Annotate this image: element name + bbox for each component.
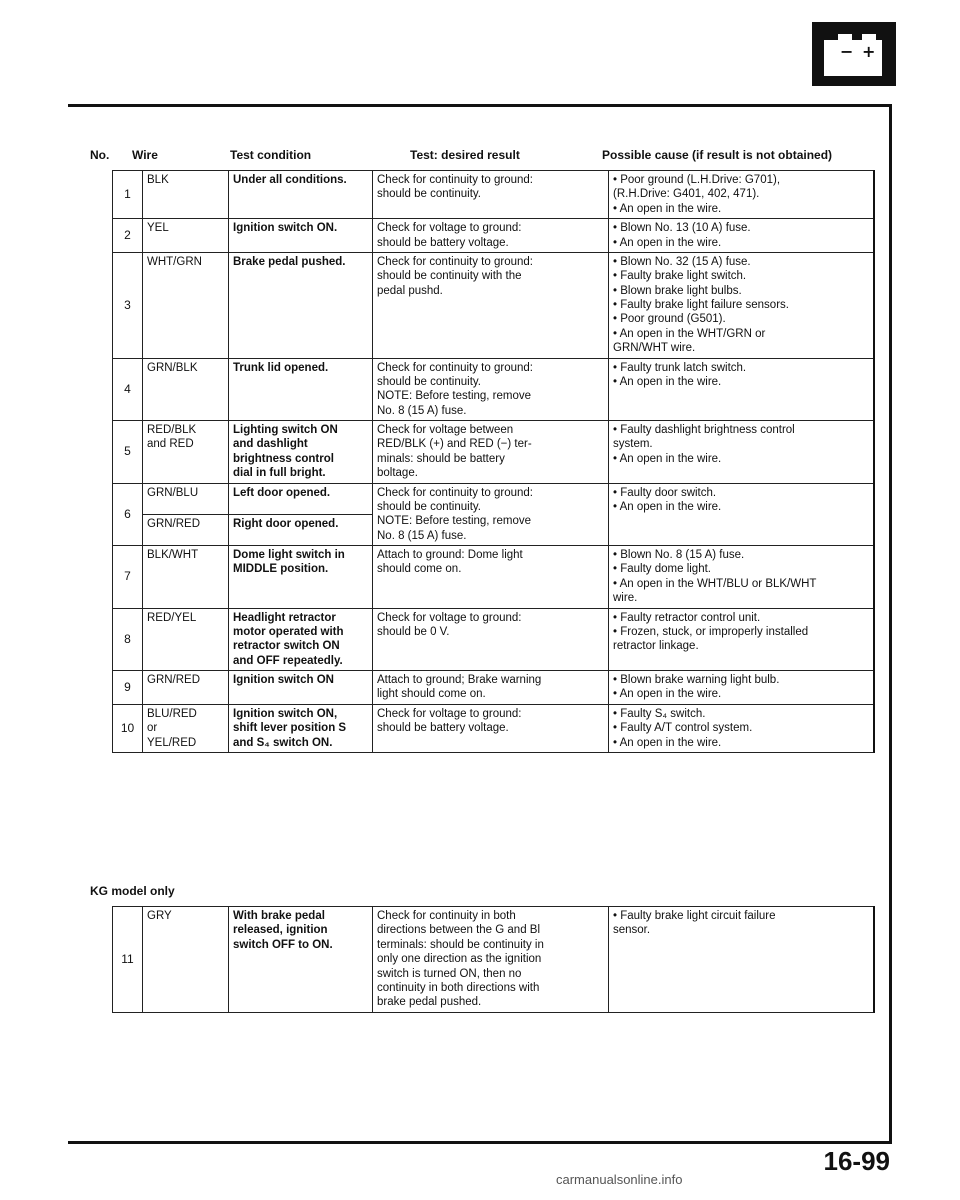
row-number: 5 [113, 421, 143, 484]
row-number: 9 [113, 671, 143, 705]
test-condition-cell-line: motor operated with [233, 625, 344, 638]
table-row [113, 483, 875, 514]
test-condition-cell-line: Lighting switch ON [233, 424, 338, 436]
possible-cause-cell-line: • Blown brake light bulbs. [613, 284, 742, 297]
table-row [113, 421, 875, 484]
possible-cause-cell-line: • Poor ground (G501). [613, 313, 726, 326]
possible-cause-cell [609, 671, 875, 705]
desired-result-cell-line: brake pedal pushed. [377, 996, 482, 1009]
diagnosis-table [112, 170, 875, 753]
header-possible-cause: Possible cause (if result is not obtained) [602, 148, 833, 162]
header-no: No. [90, 148, 110, 162]
test-condition-cell [229, 358, 373, 421]
test-condition-cell-line: Trunk lid opened. [233, 361, 329, 374]
possible-cause-cell-line: • Frozen, stuck, or improperly installed [613, 625, 809, 638]
desired-result-cell-line: directions between the G and Bl [377, 924, 541, 937]
desired-result-cell-line: terminals: should be continuity in [377, 938, 544, 951]
desired-result-cell-line: Check for voltage between [377, 424, 514, 436]
row-number: 4 [113, 358, 143, 421]
row-number: 1 [113, 171, 143, 219]
test-condition-cell-line: Dome light switch in [233, 549, 345, 561]
row-number: 10 [113, 704, 143, 752]
desired-result-cell [373, 483, 609, 546]
test-condition-cell [229, 704, 373, 752]
desired-result-cell-line: boltage. [377, 467, 418, 480]
wire-cell-line: RED/BLK [147, 424, 197, 436]
wire-cell [143, 171, 229, 219]
possible-cause-cell-line: • Faulty door switch. [613, 486, 717, 499]
test-condition-cell [229, 546, 373, 609]
desired-result-cell-line: should be battery voltage. [377, 722, 509, 735]
header-test-condition: Test condition [230, 148, 312, 162]
desired-result-cell-line: Attach to ground; Brake warning [377, 674, 542, 686]
desired-result-cell-line: Check for voltage to ground: [377, 707, 522, 720]
header-desired-result: Test: desired result [410, 148, 520, 162]
test-condition-cell [229, 421, 373, 484]
possible-cause-cell-line: • Blown No. 13 (10 A) fuse. [613, 222, 751, 235]
table-row [113, 704, 875, 752]
test-condition-cell-line: With brake pedal [233, 910, 325, 922]
test-condition-cell: Left door opened. [229, 483, 373, 514]
desired-result-cell-line: should come on. [377, 563, 462, 576]
table-row [113, 546, 875, 609]
right-frame-line [889, 104, 892, 1144]
test-condition-cell-line: and OFF repeatedly. [233, 654, 343, 667]
desired-result-cell [373, 252, 609, 358]
kg-table-right-edge [873, 906, 875, 1013]
possible-cause-cell-line: • An open in the WHT/GRN or [613, 327, 766, 340]
possible-cause-cell-line: wire. [613, 592, 638, 605]
desired-result-cell-line: should be continuity with the [377, 270, 522, 283]
possible-cause-cell-line: retractor linkage. [613, 640, 699, 653]
desired-result-cell [373, 671, 609, 705]
test-condition-cell [229, 608, 373, 671]
possible-cause-cell-line: • Faulty A/T control system. [613, 722, 753, 735]
possible-cause-cell-line: • Faulty dashlight brightness control [613, 424, 795, 436]
desired-result-cell-line: Check for continuity to ground: [377, 255, 533, 268]
minus-sign-icon: − [840, 42, 854, 61]
possible-cause-cell [609, 421, 875, 484]
desired-result-cell [373, 704, 609, 752]
wire-cell-line: BLK [147, 174, 169, 186]
wire-cell-line: GRN/BLK [147, 361, 198, 374]
desired-result-cell [373, 358, 609, 421]
test-condition-cell-line: and dashlight [233, 438, 308, 451]
row-number: 8 [113, 608, 143, 671]
desired-result-cell-line: pedal pushd. [377, 284, 443, 297]
possible-cause-cell-line: • Blown brake warning light bulb. [613, 674, 780, 686]
wire-cell-line: BLK/WHT [147, 549, 199, 561]
possible-cause-cell [609, 219, 875, 253]
wire-cell-line: YEL/RED [147, 736, 197, 749]
possible-cause-cell [609, 546, 875, 609]
kg-table-body [113, 907, 875, 1013]
possible-cause-cell [609, 608, 875, 671]
row-number: 2 [113, 219, 143, 253]
test-condition-cell-line: shift lever position S [233, 722, 347, 735]
row-number: 3 [113, 252, 143, 358]
desired-result-cell-line: Check for continuity to ground: [377, 174, 533, 186]
possible-cause-cell-line: sensor. [613, 924, 651, 937]
test-condition-cell [229, 671, 373, 705]
test-condition-cell-line: MIDDLE position. [233, 563, 329, 576]
desired-result-cell [373, 546, 609, 609]
test-condition-cell-line: released, ignition [233, 924, 328, 937]
test-condition-cell [229, 252, 373, 358]
row-number: 6 [113, 483, 143, 546]
possible-cause-cell-line: • Faulty brake light failure sensors. [613, 299, 789, 311]
desired-result-cell-line: light should come on. [377, 688, 486, 701]
possible-cause-cell [609, 907, 875, 1013]
possible-cause-cell-line: • An open in the WHT/BLU or BLK/WHT [613, 577, 817, 590]
wire-cell: GRN/BLU [143, 483, 229, 514]
possible-cause-cell-line: • Faulty trunk latch switch. [613, 361, 747, 374]
test-condition-cell-line: Under all conditions. [233, 174, 347, 186]
possible-cause-cell-line: • An open in the wire. [613, 236, 722, 249]
desired-result-cell-line: should be continuity. [377, 188, 481, 201]
battery-terminal-negative [838, 34, 852, 42]
desired-result-cell-line: Check for voltage to ground: [377, 611, 522, 624]
desired-result-cell-line: No. 8 (15 A) fuse. [377, 529, 467, 542]
watermark: carmanualsonline.info [556, 1172, 683, 1187]
possible-cause-cell-line: • Blown No. 32 (15 A) fuse. [613, 255, 751, 268]
possible-cause-cell-line: • An open in the wire. [613, 452, 722, 465]
desired-result-cell-line: only one direction as the ignition [377, 953, 542, 966]
table-row [113, 252, 875, 358]
desired-result-cell-line: Check for continuity to ground: [377, 361, 533, 374]
battery-terminal-positive [862, 34, 876, 42]
page-number: 16-99 [823, 1146, 890, 1176]
table-row [113, 219, 875, 253]
test-condition-cell-line: Brake pedal pushed. [233, 255, 346, 268]
possible-cause-cell-line: • Faulty retractor control unit. [613, 611, 761, 624]
row-number: 7 [113, 546, 143, 609]
desired-result-cell-line: continuity in both directions with [377, 981, 540, 994]
test-condition-cell-line: Ignition switch ON. [233, 222, 338, 235]
desired-result-cell-line: NOTE: Before testing, remove [377, 390, 532, 403]
desired-result-cell-line: No. 8 (15 A) fuse. [377, 404, 467, 417]
desired-result-cell-line: switch is turned ON, then no [377, 967, 522, 980]
table-row [113, 358, 875, 421]
desired-result-cell-line: Check for voltage to ground: [377, 222, 522, 235]
desired-result-cell [373, 608, 609, 671]
wire-cell [143, 219, 229, 253]
kg-diagnosis-table [112, 906, 875, 1013]
possible-cause-cell-line: • Poor ground (L.H.Drive: G701), [613, 174, 781, 186]
desired-result-cell-line: Check for continuity to ground: [377, 486, 533, 499]
test-condition-cell-line: brightness control [233, 452, 334, 465]
possible-cause-cell-line: • Faulty brake light circuit failure [613, 910, 776, 922]
desired-result-cell-line: Attach to ground: Dome light [377, 549, 523, 561]
possible-cause-cell [609, 704, 875, 752]
possible-cause-cell [609, 483, 875, 546]
wire-cell [143, 704, 229, 752]
test-condition-cell: Right door opened. [229, 514, 373, 545]
wire-cell [143, 671, 229, 705]
diagnosis-table-body [113, 171, 875, 753]
desired-result-cell [373, 421, 609, 484]
kg-model-heading: KG model only [90, 884, 175, 898]
test-condition-cell-line: Headlight retractor [233, 611, 336, 624]
battery-icon [812, 22, 896, 86]
possible-cause-cell-line: • Faulty S₄ switch. [613, 707, 706, 720]
plus-sign-icon: + [862, 42, 876, 61]
wire-cell-line: and RED [147, 438, 194, 451]
test-condition-cell [229, 219, 373, 253]
possible-cause-cell-line: • An open in the wire. [613, 500, 722, 513]
bottom-rule [68, 1141, 892, 1144]
desired-result-cell-line: should be continuity. [377, 375, 481, 388]
desired-result-cell [373, 171, 609, 219]
desired-result-cell-line: NOTE: Before testing, remove [377, 515, 532, 528]
table-row [113, 907, 875, 1013]
possible-cause-cell-line: • Blown No. 8 (15 A) fuse. [613, 549, 745, 561]
test-condition-cell [229, 907, 373, 1013]
wire-cell-line: YEL [147, 222, 169, 235]
possible-cause-cell-line: • An open in the wire. [613, 202, 722, 215]
wire-cell [143, 252, 229, 358]
test-condition-cell-line: Ignition switch ON [233, 674, 334, 686]
desired-result-cell-line: Check for continuity in both [377, 910, 516, 922]
desired-result-cell-line: should be battery voltage. [377, 236, 509, 249]
table-row [113, 671, 875, 705]
wire-cell: GRN/RED [143, 514, 229, 545]
top-rule [68, 104, 890, 107]
possible-cause-cell [609, 252, 875, 358]
wire-cell-line: GRY [147, 910, 172, 922]
wire-cell [143, 608, 229, 671]
desired-result-cell-line: RED/BLK (+) and RED (−) ter- [377, 438, 532, 451]
test-condition-cell-line: and S₄ switch ON. [233, 736, 333, 749]
possible-cause-cell-line: • An open in the wire. [613, 736, 722, 749]
possible-cause-cell [609, 171, 875, 219]
wire-cell-line: BLU/RED [147, 707, 197, 720]
desired-result-cell-line: minals: should be battery [377, 452, 505, 465]
possible-cause-cell-line: GRN/WHT wire. [613, 342, 696, 355]
possible-cause-cell-line: • An open in the wire. [613, 375, 722, 388]
table-row [113, 171, 875, 219]
wire-cell-line: RED/YEL [147, 611, 197, 624]
test-condition-cell [229, 171, 373, 219]
possible-cause-cell-line: (R.H.Drive: G401, 402, 471). [613, 188, 760, 201]
wire-cell [143, 546, 229, 609]
desired-result-cell-line: should be continuity. [377, 500, 481, 513]
possible-cause-cell-line: • Faulty brake light switch. [613, 270, 747, 283]
wire-cell-line: or [147, 722, 158, 735]
table-right-edge [873, 170, 875, 753]
test-condition-cell-line: Ignition switch ON, [233, 707, 338, 720]
possible-cause-cell-line: • Faulty dome light. [613, 563, 711, 576]
possible-cause-cell-line: system. [613, 438, 653, 451]
possible-cause-cell-line: • An open in the wire. [613, 688, 722, 701]
desired-result-cell-line: should be 0 V. [377, 625, 450, 638]
table-row [113, 608, 875, 671]
test-condition-cell-line: switch OFF to ON. [233, 938, 333, 951]
wire-cell-line: GRN/RED [147, 674, 201, 686]
header-wire: Wire [132, 148, 158, 162]
wire-cell [143, 358, 229, 421]
possible-cause-cell [609, 358, 875, 421]
wire-cell-line: WHT/GRN [147, 255, 202, 268]
desired-result-cell [373, 219, 609, 253]
test-condition-cell-line: dial in full bright. [233, 467, 326, 480]
row-number: 11 [113, 907, 143, 1013]
test-condition-cell-line: retractor switch ON [233, 640, 340, 653]
wire-cell [143, 907, 229, 1013]
desired-result-cell [373, 907, 609, 1013]
wire-cell [143, 421, 229, 484]
